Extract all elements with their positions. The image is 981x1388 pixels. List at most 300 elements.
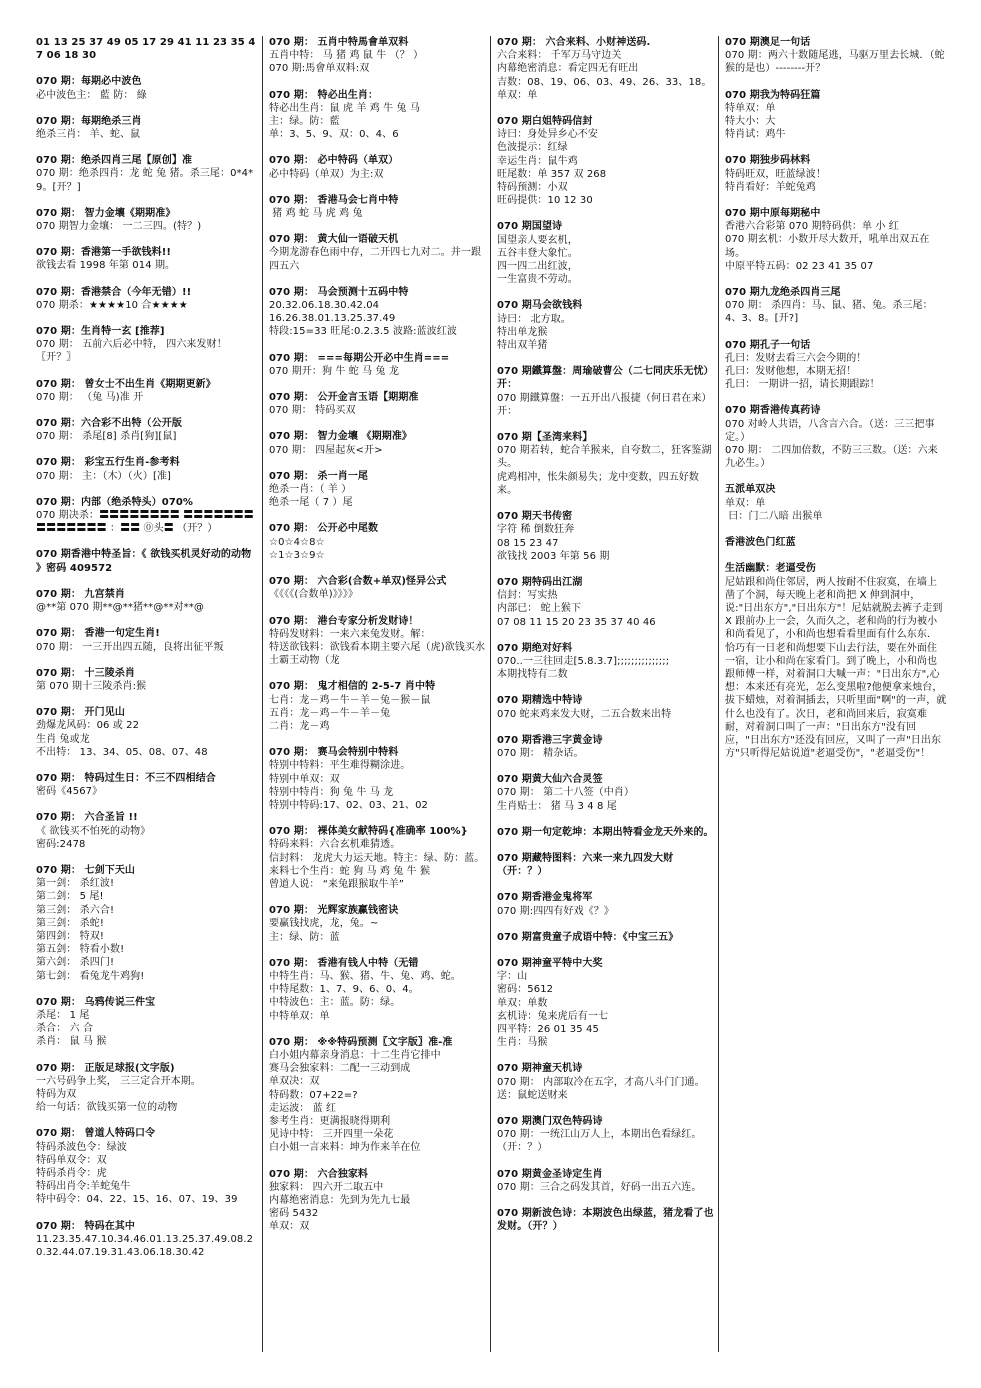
tip-line: 特大小：大 [725,116,776,128]
tip-heading: 01 13 25 37 49 05 17 29 41 11 23 35 47 06 18 30 [36,37,256,62]
tip-line: 密码：5612 [497,984,554,996]
tip-line: 070 蛇来鸡来发大财，二五合数来出特 [497,708,672,720]
tip-line: 猪 鸡 蛇 马 虎 鸡 兔 [269,208,363,220]
tip-line: 070 期决杀：〓〓〓〓〓〓〓〓 〓〓〓〓〓〓〓〓〓〓〓〓〓〓 ：〓〓 ⓪头〓 （开？） [36,510,254,535]
tip-line: 07 08 11 15 20 23 35 37 40 46 [497,616,656,628]
tip-block [497,1115,714,1155]
tip-block [497,891,714,917]
tip-block [269,430,486,456]
tip-line: 主：绿、防：蓝 [269,931,340,943]
tip-heading: 070 期：每期必中波色 [36,76,142,88]
tip-block [269,286,486,339]
tip-line: 劲爆龙风码：06 或 22 [36,720,140,732]
tip-line: 尼姑跟和尚住邻居，两人按耐不住寂寞，在墙上凿了个洞，每天晚上老和尚把 X 伸到洞中，说:"日出东方","日出东方"！尼姑就脱去裤子走到 X 跟前办上一会，久而久之，老和尚的行为被小和尚看见了，小和尚也想看看里面有什么东东．恰巧有一日老和尚想要下山去行法，要在外面住一宿，让小和尚在家看门。到了晚上，小和尚也跟师傅一样，对着洞口大喊一声："日出东方",心想：本来还有亮光，怎么变黑啦?他便拿来烛台，拔下蜡烛，对着洞插去，只听里面"啊"的一声，就什么也没有了。次日，老和尚回来后，寂寞难耐，对着洞口叫了一声："日出东方"没有回应，"日出东方"还没有回应，又叫了一声"日出东方"只听得尼姑说道"老逼受伤"，"老逼受伤"！ [725,576,947,760]
tip-line: 必中波色主： 藍 防： 綠 [36,89,147,101]
tip-line: 070 期鐵算盤：一五开出八报捷（何日君在来）开： [497,392,712,417]
tip-block [36,706,258,759]
tip-heading: 070 期： 特码在其中 [36,1220,136,1232]
tip-heading: 070 期香港传真药诗 [725,405,821,417]
tip-line: 单双：单 [497,89,538,101]
tip-line: 五肖中特： 马 猪 鸡 鼠 牛 （？ ） [269,50,424,62]
tip-block [36,667,258,693]
tip-line: 070 期:馬會单双料:双 [269,63,370,75]
tip-heading: 070 期： 曾道人特码口令 [36,1128,156,1140]
tip-line: 旺尾数：单 357 双 268 [497,168,607,180]
tip-heading: 生活幽默：老逼受伤 [725,563,816,575]
tip-line: 欲钱找 2003 年第 56 期 [497,550,610,562]
tip-heading: 070 期： 公开必中尾数 [269,523,379,535]
tip-heading: 070 期： 六合圣旨 !! [36,812,138,824]
tip-line: 特码为双 [36,1088,77,1100]
tip-heading: 070 期： ※※特码预测〖文字版〗准-准 [269,1036,453,1048]
tip-heading: 五派单双决 [725,484,776,496]
tip-line: 走运波： 蓝 红 [269,1102,337,1114]
tip-block [269,746,486,812]
column-1 [30,36,262,1352]
tip-line: 要赢钱找虎，龙，兔。~ [269,918,379,930]
tip-line: 六合来料： 千军万马守边关 [497,50,622,62]
tip-block [725,483,947,523]
tip-block [725,562,947,760]
tip-line: 特别中特肖：狗 兔 牛 马 龙 [269,786,394,798]
tip-line: 曰：门二八暗 出猴单 [725,510,823,522]
tip-heading: 070 期： 六合彩(合数+单双)怪异公式 [269,576,447,588]
tip-heading: 070 期： 香港有钱人中特（无错 [269,957,419,969]
tip-block [725,154,947,194]
tip-line: 信封：写实热 [497,590,558,602]
tip-heading: 070 期： 智力金壤 《期期准》 [269,431,413,443]
tip-line: 第七剑： 看兔龙牛鸡狗! [36,970,145,982]
tip-heading: 070 期： 光辉家族赢钱密诀 [269,905,399,917]
tip-block [725,536,947,549]
tip-line: 杀合： 六 合 [36,1023,94,1035]
tip-line: 色波提示：红绿 [497,142,568,154]
tip-block [497,852,714,878]
tip-line: 特码杀肖令：虎 [36,1168,107,1179]
tip-line: 16.26.38.01.13.25.37.49 [269,313,396,325]
tip-block [725,404,947,470]
tip-line: 绝杀一肖：（ 羊 ） [269,484,352,496]
tip-heading: 070 期： 乌鸦传说三件宝 [36,996,156,1008]
tip-line: 070 期： 五前六后必中特， 四六来发财！〖开？〗 [36,339,227,364]
tip-heading: 070 期： 曾女士不出生肖《期期更新》 [36,378,216,390]
tip-line: 070..一三往回走[5.8.3.7];;;;;;;;;;;;;;; [497,655,670,667]
tip-block [36,627,258,653]
tip-line: 密码 5432 [269,1208,319,1220]
tip-line: 特码预测：小双 [497,182,568,194]
tip-block [269,352,486,378]
tip-line: 第三剑： 杀六合! [36,904,115,916]
tip-heading: 香港波色门红蓝 [725,537,796,549]
tip-heading: 070 期：香港禁合（今年无错）!! [36,286,192,298]
tip-block [269,36,486,76]
tip-heading: 070 期： 六合独家料 [269,1168,369,1180]
tip-heading: 070 期香港金鬼将军 [497,892,593,904]
tip-heading: 070 期特码出江湖 [497,576,583,588]
tip-line: 参考生肖：更满报晓得期利 [269,1116,391,1127]
tip-heading: 070 期马会欲钱料 [497,300,583,312]
tip-line: 绝杀一尾（ 7 ）尾 [269,497,353,509]
tip-line: 11.23.35.47.10.34.46.01.13.25.37.49.08.20.32.44.07.19.31.43.06.18.30.42 [36,1233,254,1259]
tip-block [36,36,258,62]
tip-heading: 070 期： 裸体美女献特码{准确率 100%} [269,826,468,838]
tip-block [269,154,486,180]
tip-block [269,575,486,601]
tip-block [36,772,258,798]
tip-line: 070 期： 一三开出四五随，良将出征平叛 [36,641,224,653]
column-4 [718,36,951,1352]
tip-heading: 070 期： 公开金言玉语【期期准 [269,392,419,404]
tip-heading: 070 期： 特码过生日：不三不四相结合 [36,772,216,784]
tip-line: 杀肖： 鼠 马 猴 [36,1036,107,1048]
tip-block [725,286,947,326]
tip-line: 曾道人说： “来兔跟猴取牛羊” [269,878,405,890]
tip-line: 070 期： 内部取冷在五字，才高八斗门门通。 送：鼠蛇送财来 [497,1076,709,1101]
tip-line: 白小姐内幕亲身消息：十二生肖它排中 [269,1049,441,1061]
tip-line: 特码单双令：双 [36,1154,107,1166]
tip-heading: 070 期： 九宫禁肖 [36,588,125,600]
tip-heading: 070 期： 赛马会特别中特料 [269,747,399,759]
tip-line: 本期找特有二数 [497,669,568,681]
tip-block [497,734,714,760]
tip-heading: 070 期： 特必出生肖： [269,89,379,101]
tip-block [269,825,486,891]
tip-line: 吉数：08、19、06、03、49、26、33、18。 [497,76,712,88]
tip-line: 特单双：单 [725,102,776,114]
tip-line: 070 期：绝杀四肖：龙 蛇 兔 猪。杀三尾：0*4*9。[开？] [36,168,254,193]
tip-heading: 070 期黄金圣诗定生肖 [497,1168,603,1180]
tip-heading: 070 期藏特图料：六来一来九四发大财（开：？） [497,852,674,878]
tip-line: 070 期：两六十数随尾逃，马驱万里去长城．（蛇猴的是也）--------开？ [725,50,945,75]
tip-line: 第一剑： 杀红波! [36,878,115,890]
tip-line: 070 对岭人共语，八含言六合。（送：三三把事定。） [725,418,935,443]
tip-block [269,1036,486,1155]
tip-heading: 070 期一句定乾坤：本期出特看金龙天外来的。 [497,826,714,838]
tip-line: 旺码提供：10 12 30 [497,195,593,207]
tip-line: ☆0☆4☆8☆ [269,536,325,548]
tip-block [36,811,258,851]
tip-block [269,470,486,510]
tip-line: 五谷丰登大象忙。 [497,247,578,259]
tip-line: 字符 稀 倒数狂奔 [497,524,575,536]
tip-line: 070 期:四四有好戏《？》 [497,905,615,917]
tip-line: 特别中特码:17、02、03、21、02 [269,799,428,811]
tip-line: 中特单双：单 [269,1010,330,1022]
tip-line: 白小姐一言来料：坤为作来羊在位 [269,1142,421,1154]
tip-line: 今期龙游春色雨中存，二开四七九对二。并一跟四五六 [269,247,482,272]
tip-line: 内幕绝密消息：先到为先九七最 [269,1195,411,1207]
tip-heading: 070 期： 彩宝五行生肖-参考料 [36,457,180,469]
tip-line: 特别中特料：平生难得糊涂进。 [269,760,411,772]
tip-heading: 070 期： 香港马会七肖中特 [269,194,399,206]
tip-block [36,75,258,101]
tip-block [497,773,714,813]
column-2 [262,36,490,1352]
tip-heading: 070 期富贵童子成语中特：《中宝三五》 [497,931,679,943]
tip-line: 070 期：一统江山万人上，本期出色看绿红。（开：？） [497,1129,702,1154]
tip-line: 08 15 23 47 [497,537,559,549]
tip-line: 特出双羊猪 [497,340,548,352]
tip-line: 赛马会独家料：二配一三动到成 [269,1063,411,1075]
tip-line: 单双决：双 [269,1076,320,1088]
tip-block [36,1220,258,1260]
tip-line: 孔曰： 一期讲一招，请长期跟踪！ [725,379,880,391]
tip-heading: 070 期： 正版足球报(文字版) [36,1062,175,1074]
tip-heading: 070 期鐵算盤：周瑜破曹公（二七同庆乐无忧）开： [497,366,714,391]
tip-block [725,36,947,76]
tip-line: 特肖看好：羊蛇兔鸡 [725,181,816,193]
tip-line: 特码出肖令:羊蛇兔牛 [36,1181,131,1193]
tip-line: 070 期：三合之码发其首，好码一出五六连。 [497,1181,702,1193]
tip-line: 070 期智力金壤： 一二三四。(特？) [36,221,202,233]
tip-block [725,207,947,273]
tip-heading: 070 期：香港第一手欲钱料!! [36,247,172,259]
tip-line: 中原平特五码：02 23 41 35 07 [725,260,874,272]
tip-heading: 070 期香港中特圣旨：《 欲钱买机灵好动的动物 》密码 409572 [36,549,255,574]
tip-block [269,233,486,273]
tip-block [269,680,486,733]
tip-block [36,1062,258,1115]
tip-line: 欲钱去看 1998 年第 014 期。 [36,260,176,272]
tip-heading: 070 期： 必中特码（单双） [269,155,399,167]
tip-line: 玄机诗：兔来虎后有一七 [497,1010,609,1022]
tip-line: 必中特码（单双）为主:双 [269,168,384,180]
tip-heading: 070 期： 黄大仙一语破天机 [269,234,399,246]
tip-heading: 070 期香港三字黄金诗 [497,734,603,746]
tip-block [497,115,714,207]
tip-line: 特码发财料：一来六来兔发财。解： [269,628,431,640]
tip-block [36,325,258,365]
tip-heading: 070 期： 七剑下天山 [36,864,136,876]
tip-block [36,154,258,194]
tip-block [36,1127,258,1206]
tip-line: 内部已： 蛇上猴下 [497,603,582,615]
tip-line: 070 期： 主：（木）（火）[准] [36,470,172,482]
tip-line: 四平特：26 01 35 45 [497,1023,599,1035]
tip-line: 单双：单 [725,497,766,509]
tip-block [497,694,714,720]
tip-line: 070 期： 四屋起灰<开> [269,444,383,456]
tip-line: 中特生肖：马、猴、猪、牛、兔、鸡、蛇。 [269,970,461,982]
tip-block [36,456,258,482]
tip-line: 单双：单数 [497,997,548,1009]
tip-line: 虎鸡相冲，怅朱颜易失；龙中变数，四五好数来。 [497,471,699,496]
tip-line: 四一四二出红波， [497,261,578,273]
tip-line: 特别中单双：双 [269,773,340,785]
tip-block [269,1168,486,1234]
tip-block [497,826,714,839]
tip-line: 特段:15=33 旺尾:0.2.3.5 波路:蓝波红波 [269,326,457,338]
tip-line: 070 期若转，蛇合羊猴来，自夸数二，狂客鉴湖头。 [497,445,712,470]
tip-block [497,365,714,418]
tip-block [36,588,258,614]
tip-block [497,299,714,352]
tip-heading: 070 期： 六合来料、小财神送码. [497,37,651,48]
tip-block [497,220,714,286]
tip-line: 第三剑： 杀蛇! [36,917,104,929]
tip-heading: 070 期：六合彩不出特（公开版 [36,418,182,430]
tip-heading: 070 期黄大仙六合灵签 [497,774,603,786]
tip-line: 不出特： 13、34、05、08、07、48 [36,746,208,758]
tip-line: 杀尾： 1 尾 [36,1009,90,1021]
tip-block [725,89,947,142]
tip-line: 特肖试：鸡牛 [725,129,786,141]
tip-heading: 070 期神童天机诗 [497,1063,583,1075]
tip-block [269,391,486,417]
tip-block [269,615,486,668]
tip-line: 第四剑： 特双! [36,930,104,942]
tip-line: 来料七个生肖：蛇 狗 马 鸡 兔 牛 猴 [269,865,431,877]
tip-line: 070 期杀：★★★★10 合★★★★ [36,299,188,311]
tip-heading: 070 期绝对好料 [497,642,573,654]
tip-heading: 070 期： 十三陵杀肖 [36,667,136,679]
tip-line: 诗曰： 北方取。 [497,313,571,325]
tip-line: 内幕绝密消息：看定四无有旺出 [497,63,639,75]
tip-line: 见诗中特： 三开四里一朵花 [269,1129,394,1141]
tip-line: 孔曰：发财他想，本期无招！ [725,366,857,378]
tip-block [36,417,258,443]
tip-line: 特中码令：04、22、15、16、07、19、39 [36,1194,238,1206]
tip-line: 070 期： 杀尾[8] 杀肖[狗][鼠] [36,431,177,443]
tip-line: 幸运生肖：鼠牛鸡 [497,155,578,167]
tip-line: 生肖：马猴 [497,1037,548,1049]
tip-heading: 070 期： 智力金壤《期期准》 [36,207,176,219]
tip-line: 特码数：07+22=? [269,1089,358,1101]
tip-line: 七肖：龙－鸡－牛－羊－兔－猴－鼠 [269,694,431,706]
tip-heading: 070 期澳足一句话 [725,37,811,48]
tip-heading: 070 期【圣湾来料】 [497,432,593,444]
tip-line: 信封料： 龙虎大力运天地。特主：绿、防：蓝。 [269,852,485,864]
tip-line: ☆1☆3☆9☆ [269,549,325,561]
tip-line: 密码:2478 [36,838,86,850]
tip-heading: 070 期：每期绝杀三肖 [36,115,142,127]
tip-block [36,496,258,536]
tip-block [269,957,486,1023]
tip-line: 绝杀三肖： 羊、蛇、鼠 [36,129,141,141]
tip-line: 特码杀波色令：绿波 [36,1141,127,1153]
tip-block [497,1168,714,1194]
tip-line: @**第 070 期**@**猪**@**对**@ [36,602,204,614]
tip-line: 中特尾数：1、7、9、6、0、4。 [269,984,419,996]
tip-block [36,286,258,312]
tip-line: 二肖：龙－鸡 [269,720,330,732]
tip-line: 诗曰：身处异乡心不安 [497,129,598,141]
tip-line: 独家料： 四六开二取五中 [269,1181,384,1193]
tip-heading: 070 期： 杀一肖一尾 [269,470,369,482]
tip-block [497,1207,714,1233]
tip-block [497,957,714,1049]
tip-line: 主：绿。防：藍 [269,116,340,128]
tip-line: 生肖 兔或龙 [36,733,90,745]
tip-heading: 070 期： ===每期公开必中生肖=== [269,352,450,364]
tip-line: 070 期： 精杂话。 [497,747,584,759]
tip-line: 单：3、5、9、双：0、4、6 [269,129,399,141]
tip-heading: 070 期国望诗 [497,221,563,233]
tip-block [269,89,486,142]
tip-line: 一生富贵不劳动。 [497,274,578,286]
tip-line: 070 期： 特码买双 [269,405,356,417]
tip-heading: 070 期精选中特诗 [497,695,583,707]
tip-line: 生肖贴士： 猪 马 3 4 8 尾 [497,800,617,812]
tip-block [36,996,258,1049]
tip-heading: 070 期：生肖特一玄 [推荐] [36,326,165,338]
tip-block [269,194,486,220]
tip-line: 特送欲钱料：欲钱看本期主要六尾（虎)欲钱买水土霸王动物（龙 [269,641,486,667]
tip-line: 第五剑： 特看小数! [36,944,125,956]
tip-line: 密码《4567》 [36,786,103,798]
tip-line: 070 期开：狗 牛 蛇 马 兔 龙 [269,365,399,377]
tip-line: 特码来料：六合玄机难猜透。 [269,839,401,851]
column-3 [490,36,718,1352]
tip-line: 070 期： （兔 马)准 开 [36,391,144,403]
tip-heading: 070 期：绝杀四肖三尾【原创】准 [36,155,193,167]
tip-block [725,339,947,392]
tip-line: 《 欲钱买不怕死的动物》 [36,825,151,837]
tip-block [36,378,258,404]
tip-heading: 070 期我为特码狂篇 [725,89,821,101]
tip-block [497,576,714,629]
tip-heading: 070 期： 鬼才相信的 2-5-7 肖中特 [269,681,436,693]
tip-heading: 070 期中原每期秘中 [725,208,821,220]
tip-block [497,36,714,102]
tip-heading: 070 期澳门双色特码诗 [497,1116,603,1127]
tip-heading: 070 期九龙绝杀四肖三尾 [725,287,841,299]
tip-line: 第二剑： 5 尾! [36,891,104,903]
tip-line: 070 期： 杀四肖：马、鼠、猪、兔。杀三尾：4、3、8。[开?] [725,300,933,325]
tip-line: 一六号码争上奖， 三三定合开本期。 [36,1075,201,1087]
tip-line: 孔曰：发财去看三六会今期的！ [725,352,867,364]
tip-heading: 070 期：内部（绝杀特头）070% [36,496,194,508]
tip-line: 字：山 [497,971,528,983]
tip-heading: 070 期： 五肖中特馬會单双料 [269,37,409,48]
tip-line: 20.32.06.18.30.42.04 [269,300,380,312]
tip-heading: 070 期神童平特中大奖 [497,957,603,969]
tip-heading: 070 期白姐特码信封 [497,116,593,128]
tip-line: 特码旺双，旺蓝绿波！ [725,168,826,180]
tip-heading: 070 期独步码林料 [725,155,811,167]
tip-line: 第 070 期十三陵杀肖:猴 [36,680,147,692]
tip-block [497,1062,714,1102]
tip-heading: 070 期新波色诗：本期波色出绿蓝，猪龙看了也发财。（开？） [497,1208,714,1233]
tip-line: 070 期： 第二十八签（中肖） [497,787,635,799]
tip-block [36,207,258,233]
tip-block [497,931,714,944]
tip-line: 中特波色：主：蓝。防：绿。 [269,997,401,1009]
tip-block [36,246,258,272]
tip-block [36,548,258,574]
tip-block [36,115,258,141]
tip-block [269,522,486,562]
tip-line: 单双：双 [269,1221,310,1233]
tip-block [269,904,486,944]
tip-heading: 070 期天书传密 [497,511,573,523]
tip-line: 特出单龙猴 [497,326,548,338]
tip-block [497,431,714,497]
tip-heading: 070 期孔子一句话 [725,339,811,351]
tip-block [497,642,714,682]
tip-block [497,510,714,563]
tip-line: 070 期： 二四加倍数，不防三三数。（送：六来九必生。） [725,445,938,470]
tip-line: 给一句话：欲钱买第一位的动物 [36,1102,178,1114]
tip-heading: 070 期： 香港一句定生肖! [36,628,160,640]
tip-heading: 070 期： 开门见山 [36,707,125,719]
tip-heading: 070 期： 港台专家分析发财诗！ [269,615,419,627]
tip-line: 香港六合彩第 070 期特码供：单 小 红 [725,221,899,233]
tip-line: 第六剑： 杀四门! [36,957,115,969]
tip-line: 国望亲人要玄机， [497,234,578,246]
tip-line: 特必出生肖：鼠 虎 羊 鸡 牛 兔 马 [269,102,420,114]
tip-heading: 070 期： 马会预测十五码中特 [269,286,409,298]
